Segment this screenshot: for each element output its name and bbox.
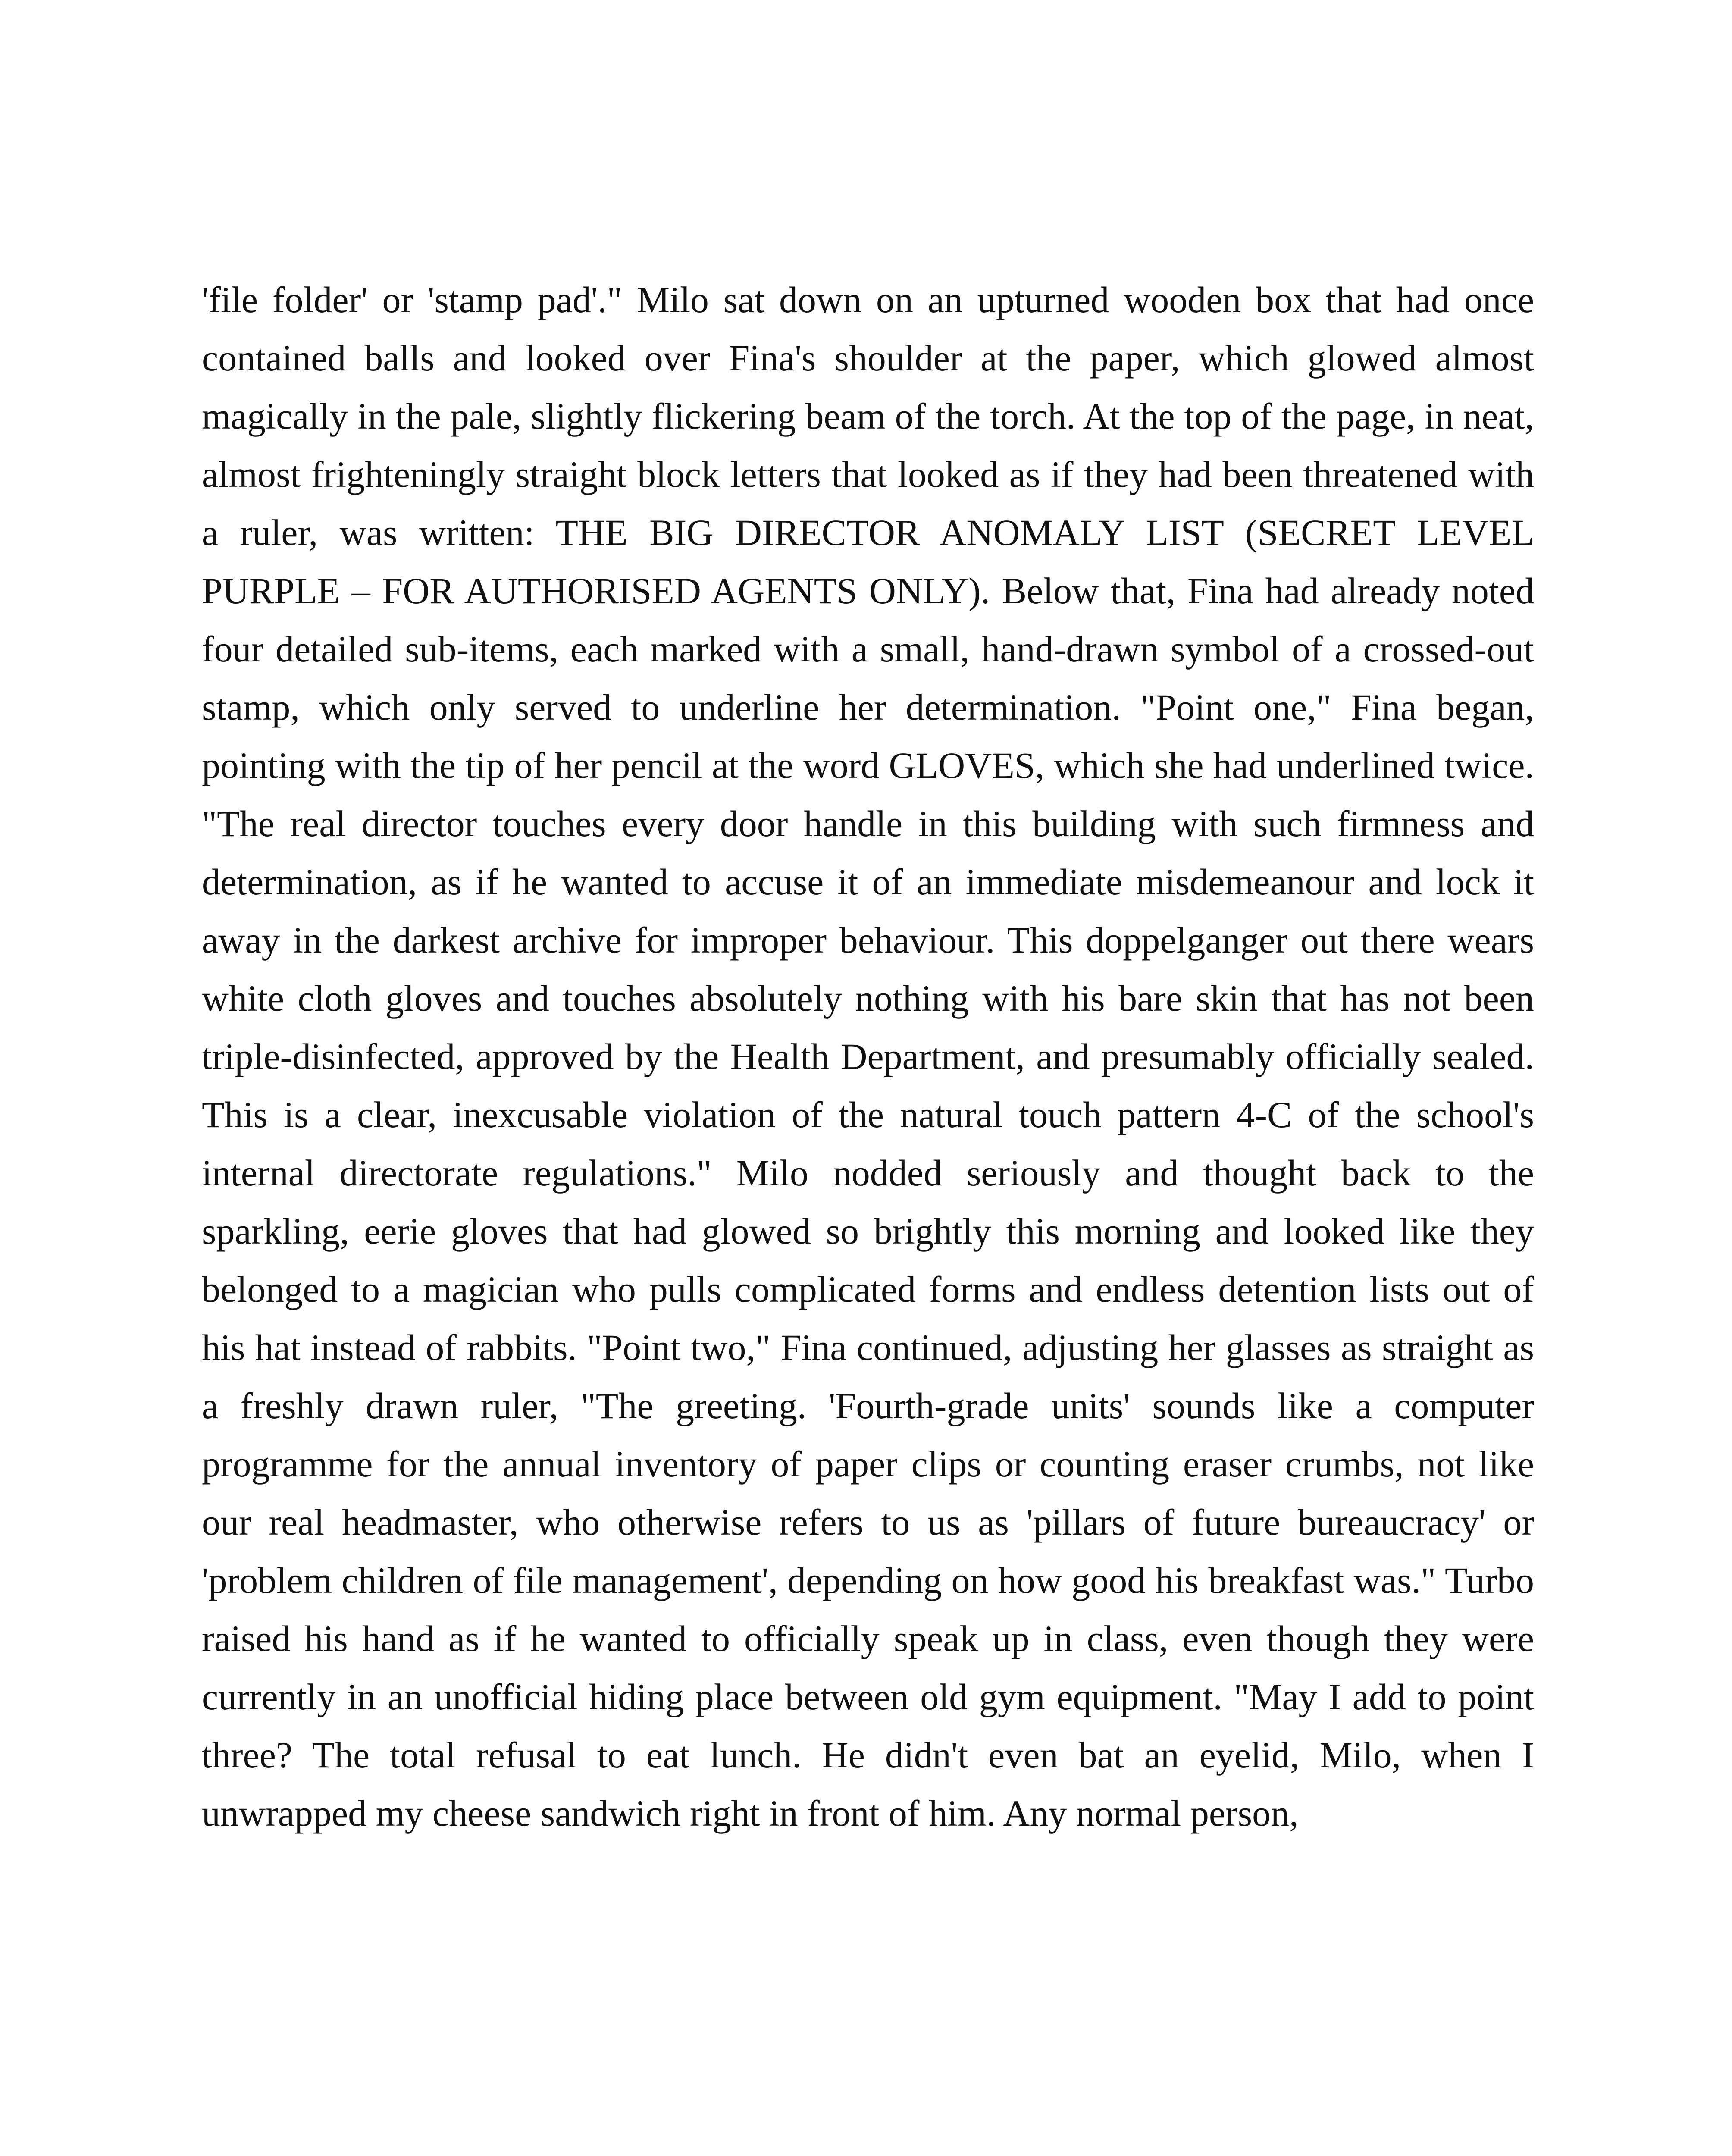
- body-paragraph: 'file folder' or 'stamp pad'." Milo sat down on an upturned wooden box that had once contained balls and looked over Fina's shoulder at the paper, which glowed almost magically in the pale, slightly flickering beam of the torch. At the top of the page, in neat, almost frighteningly straight block letters that looked as if they had been threatened with a ruler, was written: THE BIG DIRECTOR ANOMALY LIST (SECRET LEVEL PURPLE – FOR AUTHORISED AGENTS ONLY). Below that, Fina had already noted four detailed sub-items, each marked with a small, hand-drawn symbol of a crossed-out stamp, which only served to underline her determination. "Point one," Fina began, pointing with the tip of her pencil at the word GLOVES, which she had underlined twice. "The real director touches every door handle in this building with such firmness and determination, as if he wanted to accuse it of an immediate misdemeanour and lock it away in the darkest archive for improper behaviour. This doppelganger out there wears white cloth gloves and touches absolutely nothing with his bare skin that has not been triple-disinfected, approved by the Health Department, and presumably officially sealed. This is a clear, inexcusable violation of the natural touch pattern 4-C of the school's internal directorate regulations." Milo nodded seriously and thought back to the sparkling, eerie gloves that had glowed so brightly this morning and looked like they belonged to a magician who pulls complicated forms and endless detention lists out of his hat instead of rabbits. "Point two," Fina continued, adjusting her glasses as straight as a freshly drawn ruler, "The greeting. 'Fourth-grade units' sounds like a computer programme for the annual inventory of paper clips or counting eraser crumbs, not like our real headmaster, who otherwise refers to us as 'pillars of future bureaucracy' or 'problem children of file management', depending on how good his breakfast was." Turbo raised his hand as if he wanted to officially speak up in class, even though they were currently in an unofficial hiding place between old gym equipment. "May I add to point three? The total refusal to eat lunch. He didn't even bat an eyelid, Milo, when I unwrapped my cheese sandwich right in front of him. Any normal person,: [202, 279, 1534, 1834]
